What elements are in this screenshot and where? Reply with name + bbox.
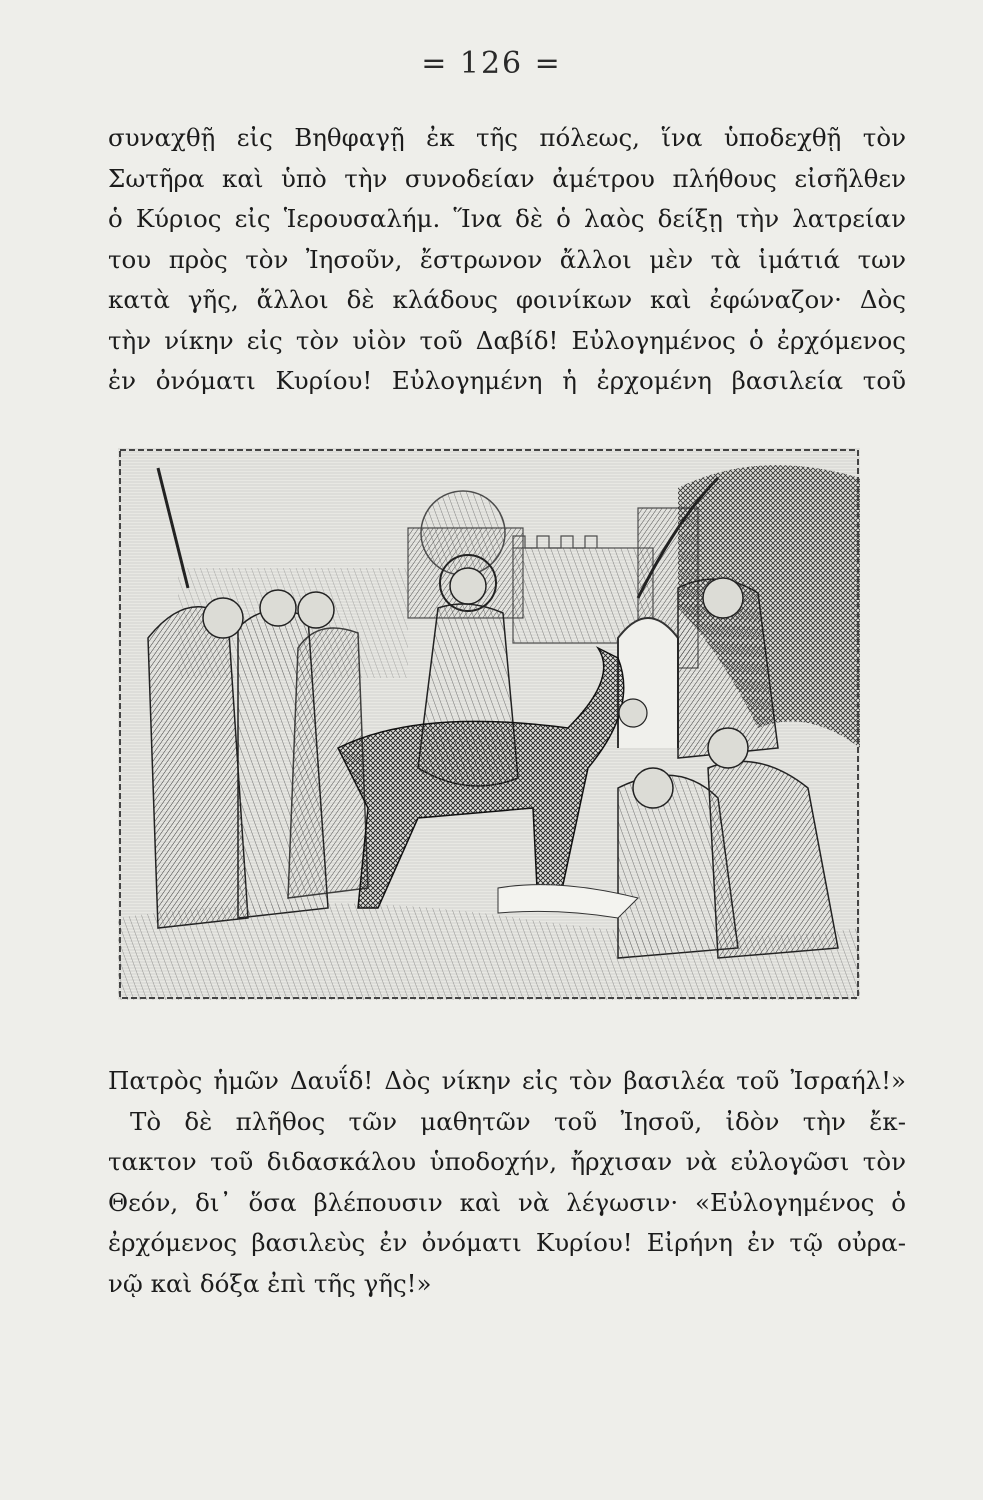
text-line: ἐν ὀνόματι Κυρίου! Εὐλογημένη ἡ ἐρχομένη βασιλεία τοῦ [108,366,906,395]
text-line: ὁ Κύριος εἰς Ἱερουσαλήμ. Ἵνα δὲ ὁ λαὸς δείξῃ τὴν λατρείαν [108,204,906,233]
disciples-group [148,590,368,928]
text-line: κατὰ γῆς, ἄλλοι δὲ κλάδους φοινίκων καὶ ἐφώναζον· Δὸς [108,285,906,314]
text-line: του πρὸς τὸν Ἰησοῦν, ἔστρωνον ἄλλοι μὲν τὰ ἱμάτιά των [108,244,906,274]
text-line: τακτον τοῦ διδασκάλου ὑποδοχήν, ἤρχισαν νὰ εὐλογῶσι τὸν [108,1147,906,1176]
illustration-engraving [118,448,860,1000]
text-line: Σωτῆρα καὶ ὑπὸ τὴν συνοδείαν ἀμέτρου πλήθους εἰσῆλθεν [108,163,906,193]
text-line: Τὸ δὲ πλῆθος τῶν μαθητῶν τοῦ Ἰησοῦ, ἰδὸν τὴν ἔκ- [130,1106,906,1136]
text-line: Πατρὸς ἡμῶν Δαυΐδ! Δὸς νίκην εἰς τὸν βασιλέα τοῦ Ἰσραήλ!» [108,1066,906,1095]
text-line: συναχθῇ εἰς Βηθφαγῇ ἐκ τῆς πόλεως, ἵνα ὑποδεχθῇ τὸν [108,123,906,152]
paragraph-bottom [108,1061,906,1304]
text-line: ἐρχόμενος βασιλεὺς ἐν ὀνόματι Κυρίου! Εἰρήνη ἐν τῷ οὐρα- [108,1228,906,1257]
paragraph-top [108,118,906,402]
text-line: νῷ καὶ δόξα ἐπὶ τῆς γῆς!» [108,1268,432,1298]
text-line: Θεόν, δι᾽ ὅσα βλέπουσιν καὶ νὰ λέγωσιν· «Εὐλογημένος ὁ [108,1187,906,1217]
page-number: = 126 = [421,46,562,81]
text-line: τὴν νίκην εἰς τὸν υἱὸν τοῦ Δαβίδ! Εὐλογημένος ὁ ἐρχόμενος [108,325,906,355]
